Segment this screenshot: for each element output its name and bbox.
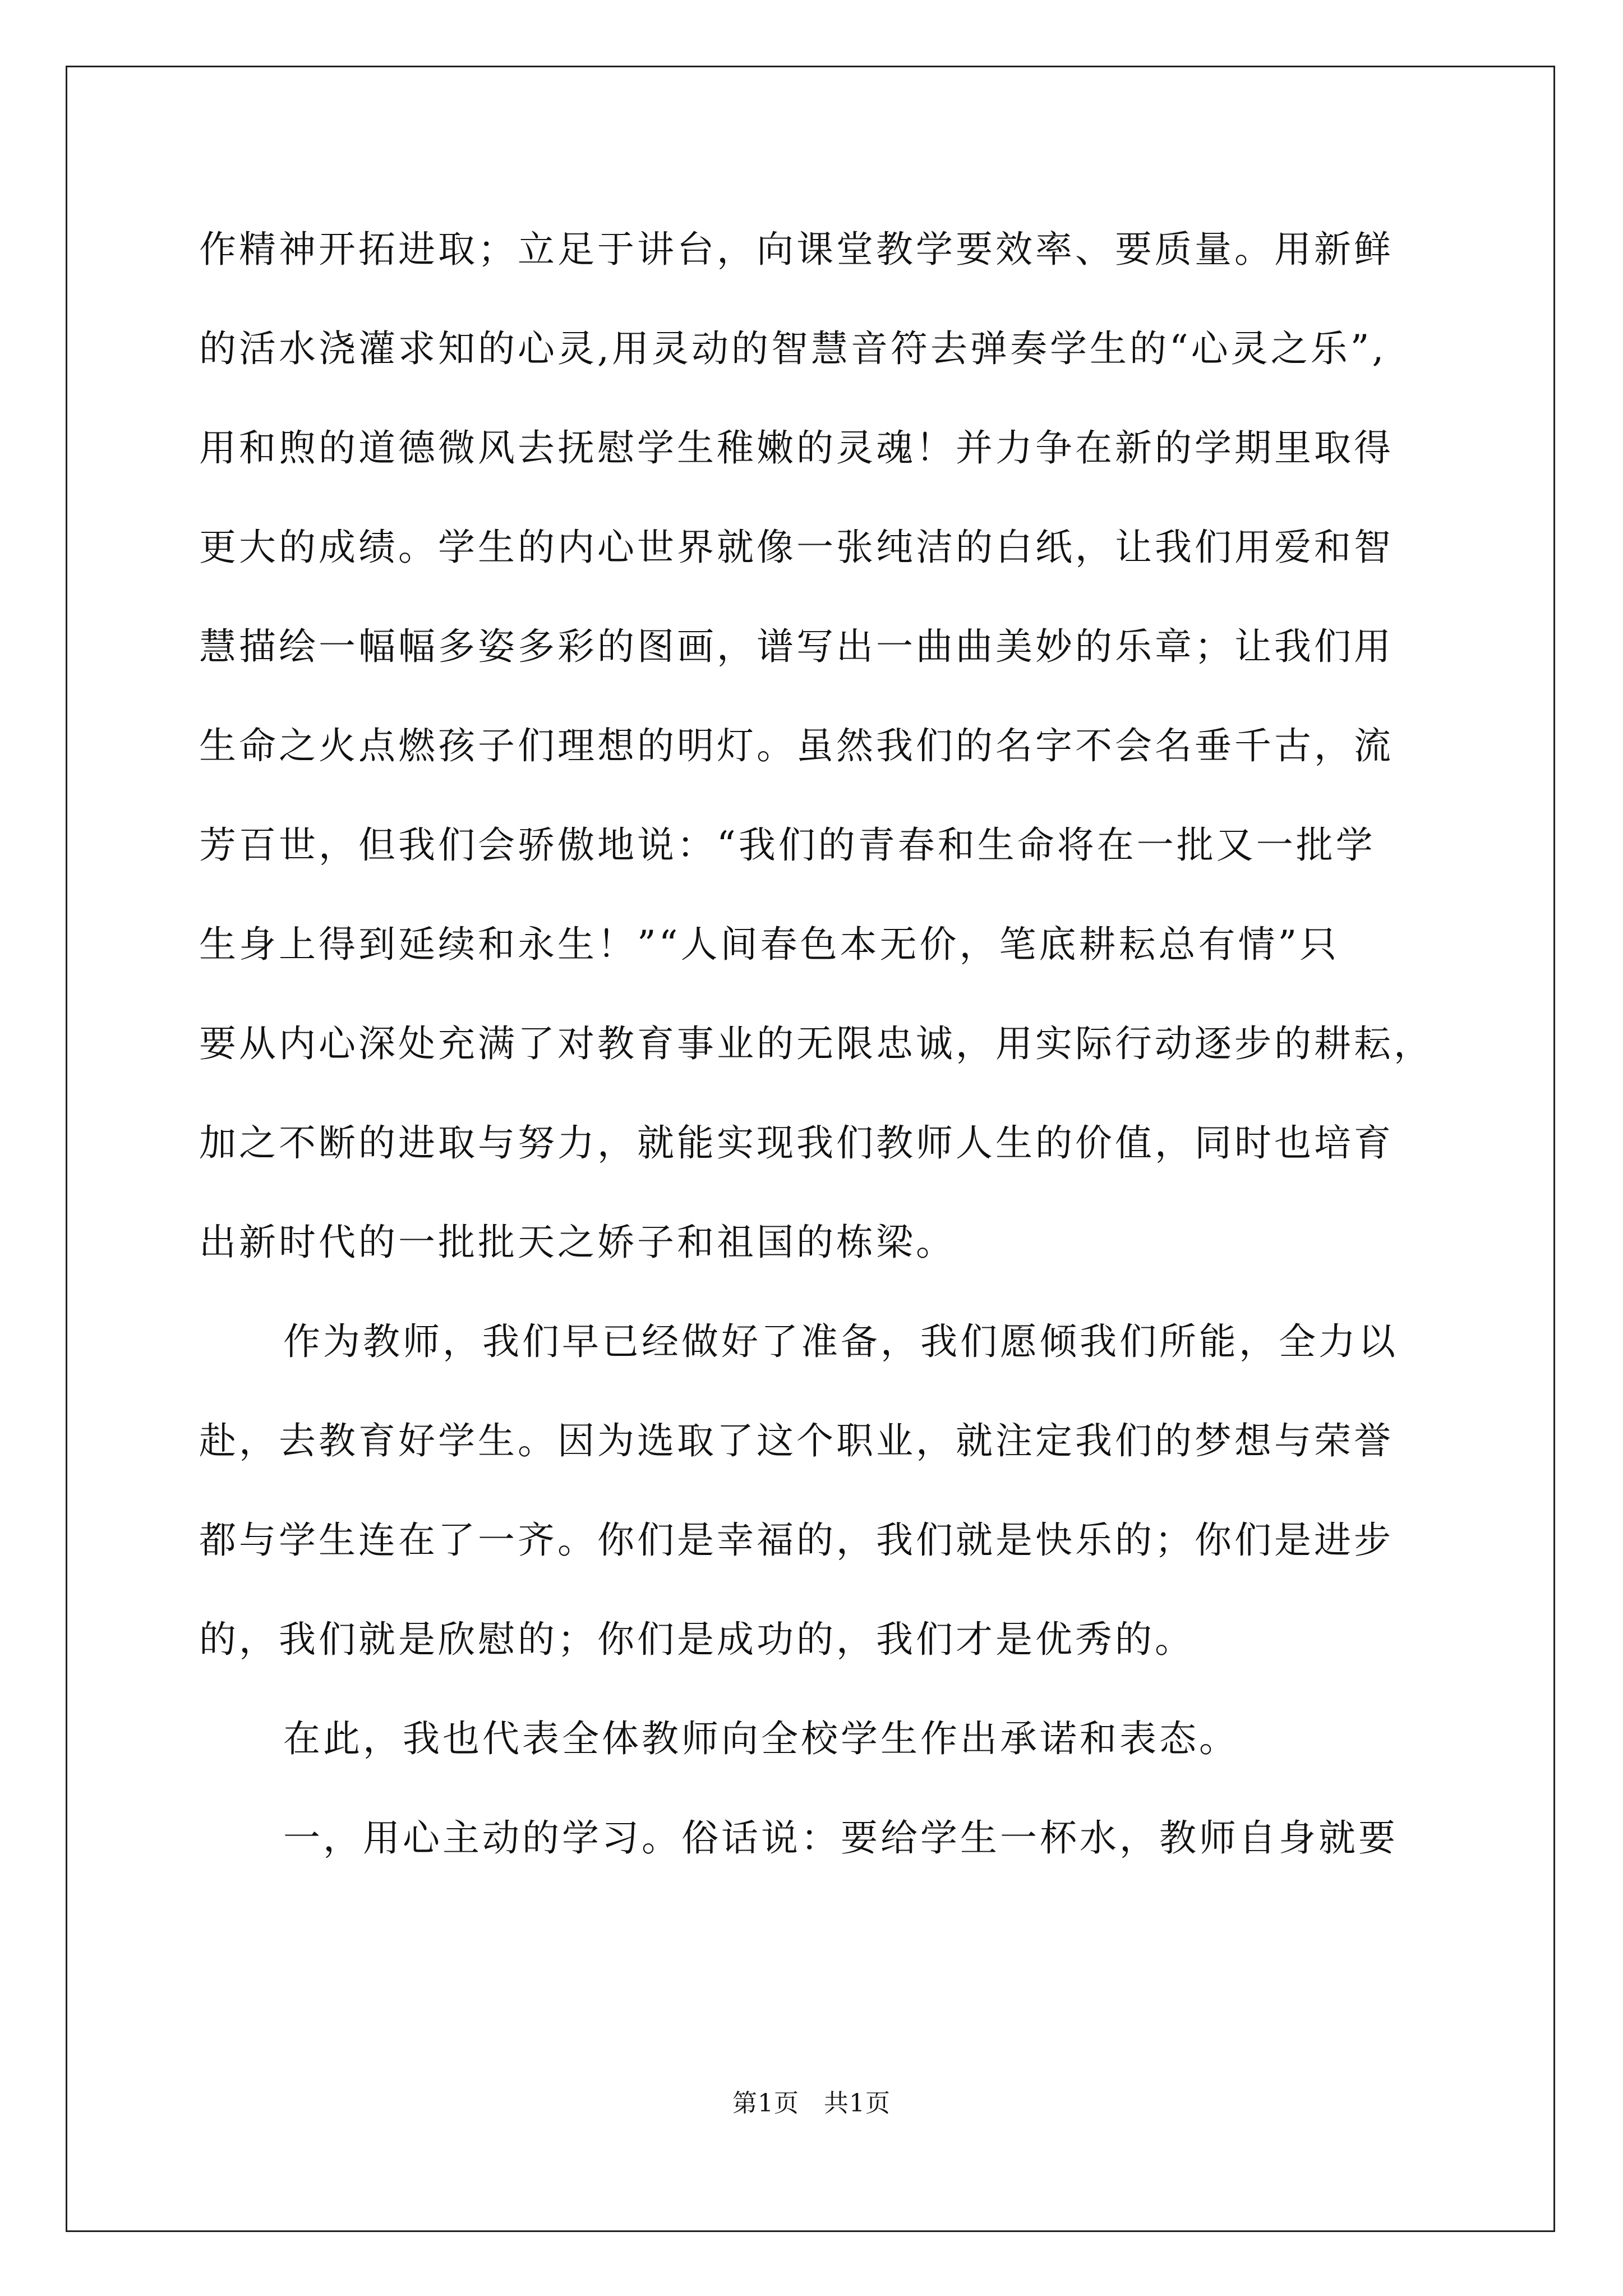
- text-line: 的，我们就是欣慰的；你们是成功的，我们才是优秀的。: [199, 1618, 1195, 1661]
- text-line: 出新时代的一批批天之娇子和祖国的栋梁。: [199, 1221, 956, 1264]
- page-total: 共1页: [824, 2089, 891, 2118]
- text-line: 作精神开拓进取；立足于讲台，向课堂教学要效率、要质量。用新鲜: [199, 228, 1394, 271]
- text-line: 芳百世，但我们会骄傲地说：“我们的青春和生命将在一批又一批学: [199, 823, 1376, 867]
- text-line: 都与学生连在了一齐。你们是幸福的，我们就是快乐的；你们是进步: [199, 1519, 1394, 1562]
- document-body: [199, 219, 1455, 1907]
- text-line: 要从内心深处充满了对教育事业的无限忠诚，用实际行动逐步的耕耘，: [199, 1022, 1433, 1065]
- text-line: 生命之火点燃孩子们理想的明灯。虽然我们的名字不会名垂千古，流: [199, 724, 1394, 767]
- paragraph-first-line: 在此，我也代表全体教师向全校学生作出承诺和表态。: [283, 1717, 1239, 1760]
- text-line: 生身上得到延续和永生！”“人间春色本无价，笔底耕耘总有情”只: [199, 923, 1340, 966]
- text-line: 更大的成绩。学生的内心世界就像一张纯洁的白纸，让我们用爱和智: [199, 526, 1394, 569]
- page-footer: [0, 2087, 1623, 2120]
- text-line: 用和煦的道德微风去抚慰学生稚嫩的灵魂！并力争在新的学期里取得: [199, 426, 1394, 470]
- paragraph-first-line: 一，用心主动的学习。俗话说：要给学生一杯水，教师自身就要: [283, 1816, 1398, 1860]
- paragraph-first-line: 作为教师，我们早已经做好了准备，我们愿倾我们所能，全力以: [283, 1320, 1398, 1363]
- text-line: 慧描绘一幅幅多姿多彩的图画，谱写出一曲曲美妙的乐章；让我们用: [199, 625, 1394, 668]
- text-line: 加之不断的进取与努力，就能实现我们教师人生的价值，同时也培育: [199, 1121, 1394, 1165]
- page-number: 第1页: [732, 2089, 799, 2118]
- text-line: 赴，去教育好学生。因为选取了这个职业，就注定我们的梦想与荣誉: [199, 1419, 1394, 1462]
- text-line: 的活水浇灌求知的心灵,用灵动的智慧音符去弹奏学生的“心灵之乐”,: [199, 327, 1387, 370]
